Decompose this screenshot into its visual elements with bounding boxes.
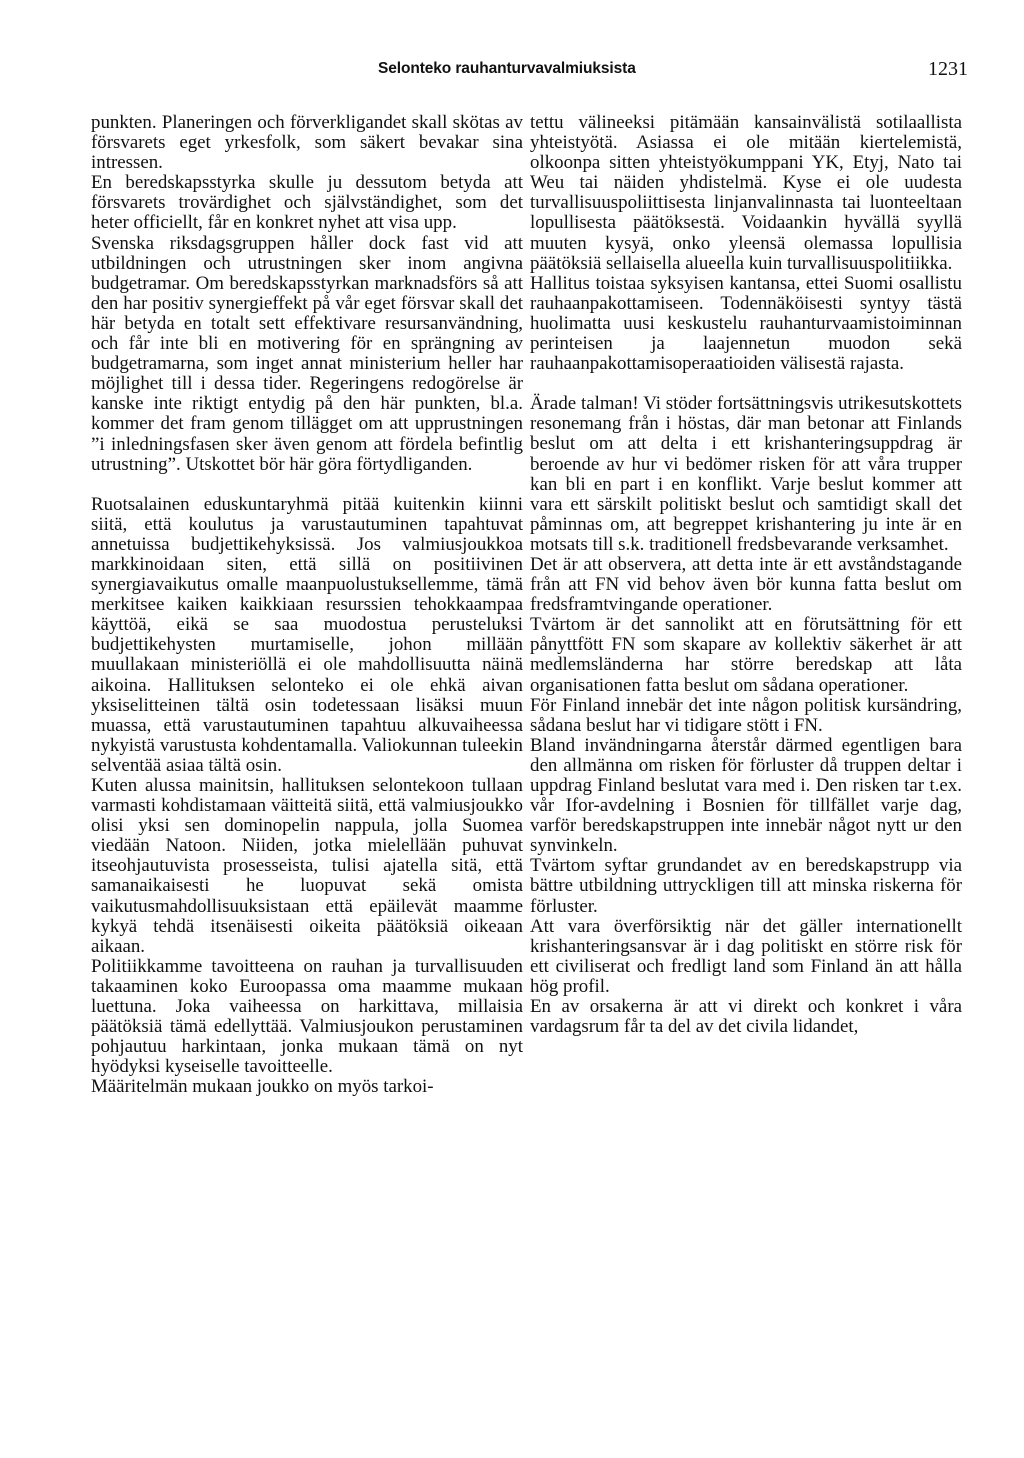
right-column <box>530 113 962 1037</box>
paragraph: En beredskapsstyrka skulle ju dessutom betyda att försvarets trovärdighet och självständighet, som det heter officiellt, får en konkret nyhet att visa upp. <box>91 172 523 234</box>
left-column <box>91 113 523 1098</box>
paragraph: Det är att observera, att detta inte är ett avståndstagande från att FN vid behov även bör kunna fatta beslut om fredsframtvingande operationer. <box>530 553 962 616</box>
paragraph: En av orsakerna är att vi direkt och konkret i våra vardagsrum får ta del av det civila lidandet, <box>530 996 962 1038</box>
running-title: Selonteko rauhanturvavalmiuksista <box>378 60 636 77</box>
paragraph: Tvärtom är det sannolikt att en förutsättning för ett pånyttfött FN som skapare av kollektiv säkerhet är att medlemsländerna har större beredskap att låta organisationen fatta beslut om sådana operationer. <box>530 614 962 696</box>
paragraph: punkten. Planeringen och förverkligandet skall skötas av försvarets eget yrkesfolk, som säkert bevakar sina intressen. <box>91 112 523 174</box>
paragraph: Ärade talman! Vi stöder fortsättningsvis utrikesutskottets resonemang från i höstas, där man betonar att Finlands beslut om att delta i ett krishanteringsuppdrag är beroende av hur vi bedömer risken för att våra trupper kan bli en part i en konflikt. Varje beslut kommer att vara ett särskilt politiskt beslut och samtidigt skall det påminnas om, att begreppet krishantering ju inte är en motsats till s.k. traditionell fredsbevarande verksamhet. <box>530 393 962 555</box>
paragraph: tettu välineeksi pitämään kansainvälistä sotilaallista yhteistyötä. Asiassa ei ole mitään kiertelemistä, olkoonpa sitten yhteistyökumppani YK, Etyj, Nato tai Weu tai näiden yhdistelmä. Kyse ei ole uudesta turvallisuuspoliittisesta linjanvalinnasta tai luonteeltaan lopullisesta päätöksestä. Voidaankin hyvällä syyllä muuten kysyä, onko yleensä olemassa lopullisia päätöksiä sellaisella alueella kuin turvallisuuspolitiikka. <box>530 112 962 274</box>
paragraph: Kuten alussa mainitsin, hallituksen selontekoon tullaan varmasti kohdistamaan väitteitä siitä, että valmiusjoukko olisi yksi sen dominopelin nappula, jolla Suomea viedään Natoon. Niiden, jotka mielellään puhuvat itseohjautuvista prosesseista, tulisi ajatella sitä, että samanaikaisesti he luopuvat sekä omista vaikutusmahdollisuuksistaan että epäilevät maamme kykyä tehdä itsenäisesti oikeita päätöksiä oikeaan aikaan. <box>91 775 523 957</box>
paragraph: Att vara överförsiktig när det gäller internationellt krishanteringsansvar är i dag politiskt en större risk för ett civiliserat och fredligt land som Finland än att hålla hög profil. <box>530 915 962 997</box>
paragraph: Svenska riksdagsgruppen håller dock fast vid att utbildningen och utrustningen sker inom angivna budgetramar. Om beredskapsstyrkan marknadsförs så att den har positiv synergieffekt på vår eget försvar skall det här betyda en totalt sett effektivare resursanvändning, och får inte bli en motivering för en sprängning av budgetramarna, som inget annat ministerium heller har möjlighet till i dessa tider. Regeringens redogörelse är kanske inte riktigt entydig på den här punkten, bl.a. kommer det fram genom tillägget om att upprustningen ”i inledningsfasen sker även genom att fördela befintlig utrustning”. Utskottet bör här göra förtydliganden. <box>91 232 523 475</box>
paragraph: Tvärtom syftar grundandet av en beredskapstrupp via bättre utbildning uttryckligen till att minska riskerna för förluster. <box>530 855 962 917</box>
paragraph: Bland invändningarna återstår därmed egentligen bara den allmänna om risken för förluster då truppen deltar i uppdrag Finland beslutat vara med i. Den risken tar t.ex. vår Ifor-avdelning i Bosnien för tillfället varje dag, varför beredskapstruppen inte innebär något nytt ur den synvinkeln. <box>530 734 962 857</box>
paragraph: För Finland innebär det inte någon politisk kursändring, sådana beslut har vi tidigare stött i FN. <box>530 694 962 736</box>
paragraph: Hallitus toistaa syksyisen kantansa, ettei Suomi osallistu rauhaanpakottamiseen. Todennäköisesti syntyy tästä huolimatta uusi keskustelu rauhanturvaamistoiminnan perinteisen ja laajennetun muodon sekä rauhaanpakottamisoperaatioiden välisestä rajasta. <box>530 272 962 375</box>
paragraph: Ruotsalainen eduskuntaryhmä pitää kuitenkin kiinni siitä, että koulutus ja varustautuminen tapahtuvat annetuissa budjettikehyksissä. Jos valmiusjoukkoa markkinoidaan siten, että sillä on positiivinen synergiavaikutus omalle maanpuolustuksellemme, tämä merkitsee kaiken kaikkiaan resurssien tehokkaampaa käyttöä, eikä se saa muodostua perusteluksi budjettikehysten murtamiselle, johon millään muullakaan ministeriöllä ei ole mahdollisuutta näinä aikoina. Hallituksen selonteko ei ole ehkä aivan yksiselitteinen tältä osin todetessaan lisäksi muun muassa, että varustautuminen tapahtuu alkuvaiheessa nykyistä varustusta kohdentamalla. Valiokunnan tuleekin selventää asiaa tältä osin. <box>91 493 523 776</box>
page-number: 1231 <box>928 58 968 80</box>
paragraph: Määritelmän mukaan joukko on myös tarkoi- <box>91 1076 434 1098</box>
paragraph: Politiikkamme tavoitteena on rauhan ja turvallisuuden takaaminen koko Euroopassa oma maamme mukaan luettuna. Joka vaiheessa on harkittava, millaisia päätöksiä tämä edellyttää. Valmiusjoukon perustaminen pohjautuu harkintaan, jonka mukaan tämä on nyt hyödyksi kyseiselle tavoitteelle. <box>91 955 523 1078</box>
